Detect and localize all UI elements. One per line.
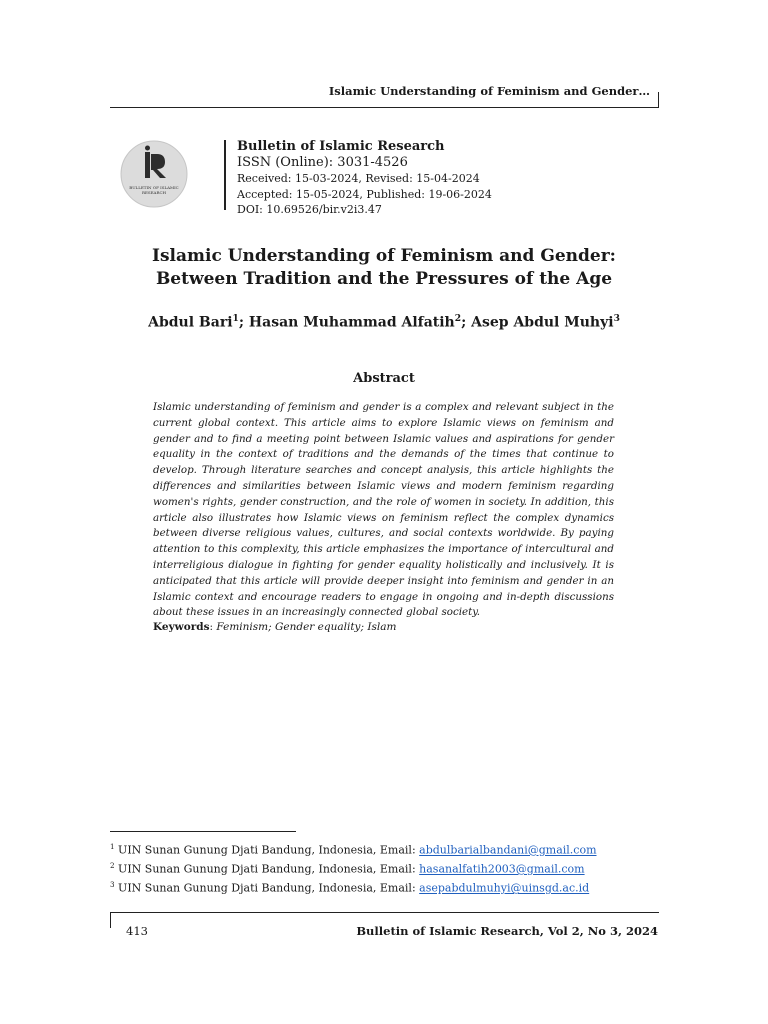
author-affiliation-mark: 2 (454, 313, 462, 324)
keywords-values: Feminism; Gender equality; Islam (216, 621, 397, 633)
author-affiliation-mark: 3 (613, 313, 620, 324)
footnote (110, 839, 597, 858)
footer-journal-citation: Bulletin of Islamic Research, Vol 2, No 3, 2024 (356, 924, 658, 938)
article-title-line-2: Between Tradition and the Pressures of the Age (155, 269, 613, 289)
footnote-number: 3 (110, 880, 115, 890)
page-number: 413 (126, 924, 148, 938)
journal-info (237, 139, 492, 218)
footnote (110, 877, 597, 896)
footnote-rule (110, 831, 296, 832)
author-name: Asep Abdul Muhyi (471, 314, 614, 331)
email-link[interactable]: abdulbarialbandani@gmail.com (419, 843, 597, 857)
journal-logo (120, 140, 188, 208)
article-title-line-1: Islamic Understanding of Feminism and Gender: (152, 246, 616, 266)
footnote (110, 858, 597, 877)
journal-info-bar (224, 140, 226, 210)
abstract-text: Islamic understanding of feminism and gender is a complex and relevant subject in the current global context. This article aims to explore Islamic views on feminism and gender and to find a meeting point between Islamic values and aspirations for gender equality in the context of traditions and the demands of the times that continue to develop. Through literature searches and concept analysis, this article highlights the differences and similarities between Islamic views and modern feminism regarding women's rights, gender construction, and the role of women in society. In addition, this article also illustrates how Islamic views on feminism reflect the complex dynamics between diverse religious values, cultures, and social contexts worldwide. By paying attention to this complexity, this article emphasizes the importance of intercultural and interreligious dialogue in fighting for gender equality holistically and inclusively. It is anticipated that this article will provide deeper insight into feminism and gender in an Islamic context and encourage readers to engage in ongoing and in-depth discussions about these issues in an increasingly connected global society. (153, 401, 614, 619)
header-tick (658, 92, 659, 108)
footnote-text: UIN Sunan Gunung Djati Bandung, Indonesia, Email: (118, 862, 420, 876)
keywords: Keywords: Feminism; Gender equality; Islam (153, 621, 397, 633)
journal-received-revised: Received: 15-03-2024, Revised: 15-04-2024 (237, 172, 480, 185)
journal-accepted-published: Accepted: 15-05-2024, Published: 19-06-2024 (237, 187, 492, 201)
footer-rule (110, 912, 659, 913)
email-link[interactable]: hasanalfatih2003@gmail.com (419, 862, 585, 876)
article-title (84, 245, 684, 291)
footer-tick (110, 912, 111, 928)
journal-name: Bulletin of Islamic Research (237, 139, 445, 154)
svg-text:BULLETIN OF ISLAMIC: BULLETIN OF ISLAMIC (129, 185, 179, 190)
author-name: Hasan Muhammad Alfatih (248, 314, 455, 331)
author-name: Abdul Bari (148, 314, 233, 331)
author-separator: ; (461, 314, 472, 331)
journal-issn: ISSN (Online): 3031-4526 (237, 155, 408, 170)
keywords-label: Keywords (153, 621, 210, 633)
footnote-number: 2 (110, 861, 115, 871)
author-affiliation-mark: 1 (232, 313, 239, 324)
header-rule (110, 107, 659, 108)
journal-doi: DOI: 10.69526/bir.v2i3.47 (237, 203, 382, 216)
author-list (84, 313, 684, 331)
footnote-number: 1 (110, 842, 115, 851)
author-separator: ; (238, 314, 249, 331)
email-link[interactable]: asepabdulmuhyi@uinsgd.ac.id (419, 881, 590, 895)
footnote-text: UIN Sunan Gunung Djati Bandung, Indonesia, Email: (118, 881, 420, 895)
running-header: Islamic Understanding of Feminism and Gender… (328, 84, 650, 98)
footnotes (110, 839, 597, 896)
abstract-heading: Abstract (353, 371, 415, 386)
footnote-text: UIN Sunan Gunung Djati Bandung, Indonesia, Email: (118, 843, 420, 857)
svg-text:RESEARCH: RESEARCH (141, 190, 167, 195)
